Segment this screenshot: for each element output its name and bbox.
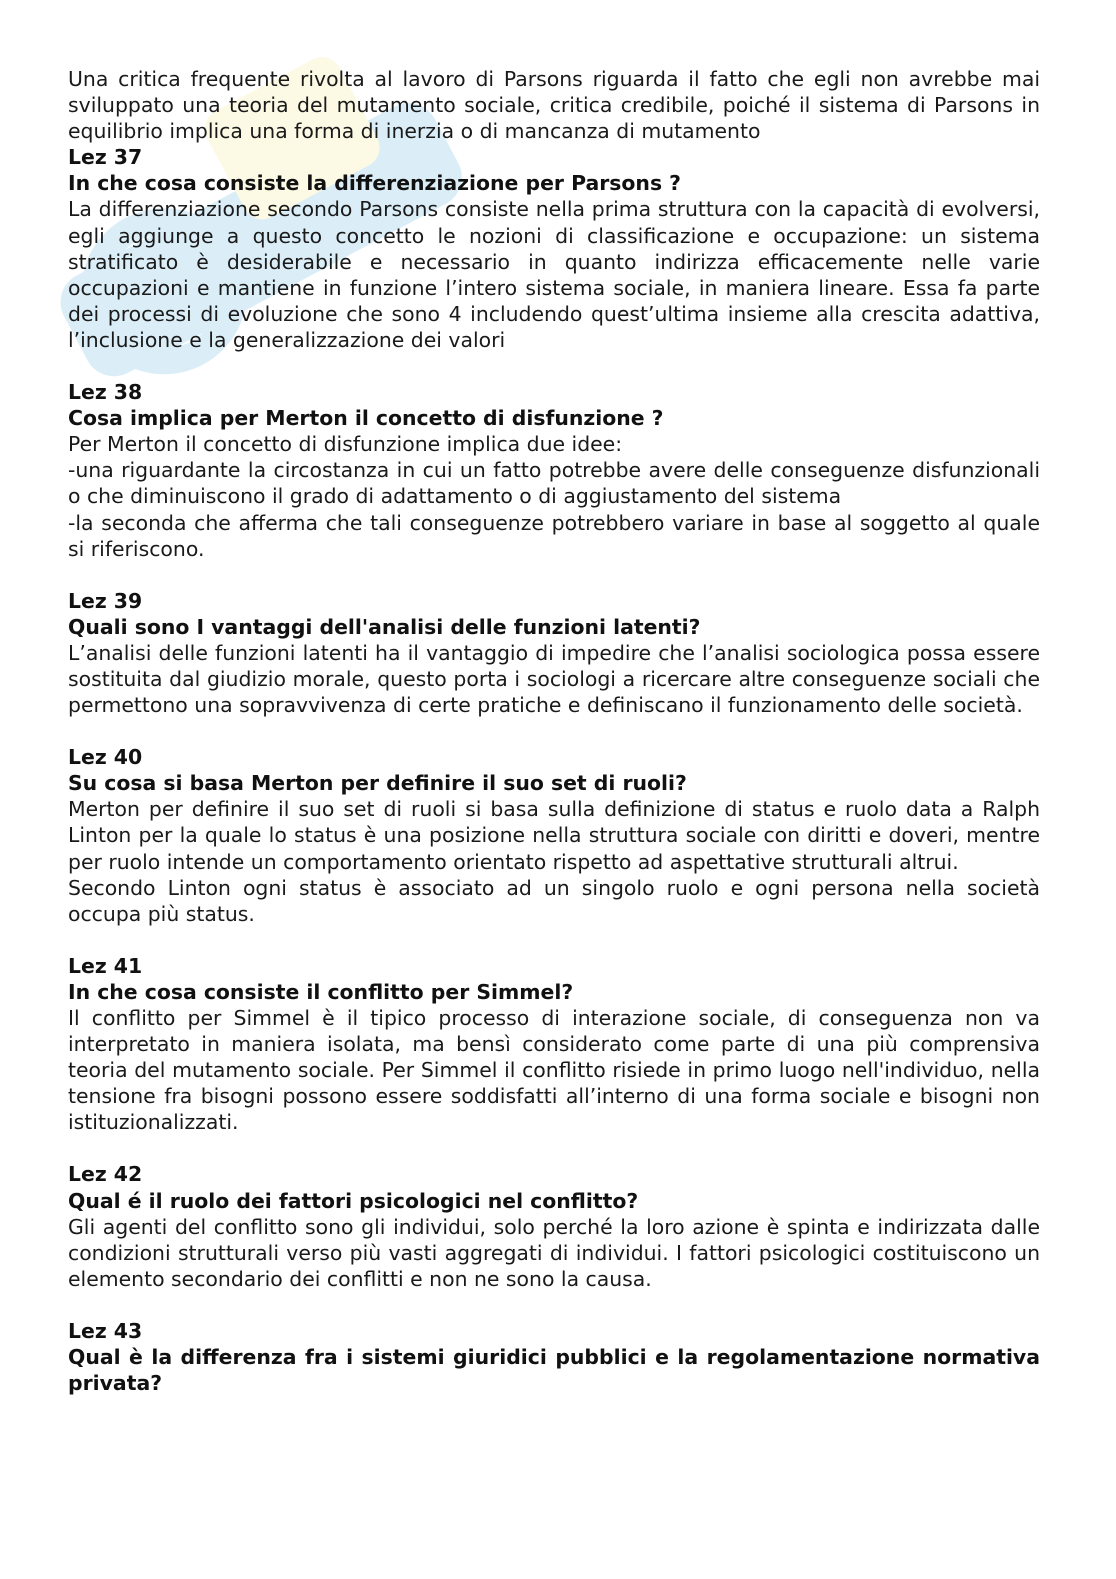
section-lez-42 (68, 1161, 1040, 1291)
question-heading: Qual è la differenza fra i sistemi giuridici pubblici e la regolamentazione normativa privata? (68, 1345, 1040, 1396)
section-lez-40 (68, 744, 1040, 927)
lesson-heading: Lez 42 (68, 1162, 143, 1187)
document-page (68, 66, 1040, 1396)
section-lez-41 (68, 953, 1040, 1136)
lesson-heading: Lez 37 (68, 145, 143, 170)
lesson-heading: Lez 41 (68, 953, 143, 978)
answer-paragraph: La differenziazione secondo Parsons consiste nella prima struttura con la capacità di evolversi, egli aggiunge a questo concetto le nozioni di classificazione e occupazione: un sistema stratificato è desiderabile e necessario in quanto indirizza efficacemente nelle varie occupazioni e mantiene in funzione l’intero sistema sociale, in maniera lineare. Essa fa parte dei processi di evoluzione che sono 4 includendo quest’ultima insieme alla crescita adattiva, l’inclusione e la generalizzazione dei valori (68, 197, 1040, 352)
section-lez-37 (68, 144, 1040, 353)
answer-paragraph: Il conflitto per Simmel è il tipico processo di interazione sociale, di conseguenza non va interpretato in maniera isolata, ma bensì considerato come parte di una più comprensiva teoria del mutamento sociale. Per Simmel il conflitto risiede in primo luogo nell'individuo, nella tensione fra bisogni possono essere soddisfatti all’interno di una forma sociale e bisogni non istituzionalizzati. (68, 1006, 1040, 1135)
question-heading: Quali sono I vantaggi dell'analisi delle funzioni latenti? (68, 614, 701, 639)
question-heading: In che cosa consiste il conflitto per Simmel? (68, 979, 574, 1004)
answer-paragraph: -una riguardante la circostanza in cui un fatto potrebbe avere delle conseguenze disfunzionali o che diminuiscono il grado di adattamento o di aggiustamento del sistema (68, 458, 1040, 509)
answer-paragraph: Per Merton il concetto di disfunzione implica due idee: (68, 432, 623, 457)
lesson-heading: Lez 43 (68, 1318, 143, 1343)
lesson-heading: Lez 39 (68, 588, 143, 613)
answer-paragraph: L’analisi delle funzioni latenti ha il vantaggio di impedire che l’analisi sociologica possa essere sostituita dal giudizio morale, questo porta i sociologi a ricercare altre conseguenze sociali che permettono una sopravvivenza di certe pratiche e definiscano il funzionamento delle società. (68, 640, 1040, 718)
lesson-heading: Lez 38 (68, 380, 143, 405)
answer-paragraph: Gli agenti del conflitto sono gli individui, solo perché la loro azione è spinta e indirizzata dalle condizioni strutturali verso più vasti aggregati di individui. I fattori psicologici costituiscono un elemento secondario dei conflitti e non ne sono la causa. (68, 1214, 1040, 1291)
section-lez-43 (68, 1318, 1040, 1396)
intro-paragraph: Una critica frequente rivolta al lavoro di Parsons riguarda il fatto che egli non avrebbe mai sviluppato una teoria del mutamento sociale, critica credibile, poiché il sistema di Parsons in equilibrio implica una forma di inerzia o di mancanza di mutamento (68, 67, 1040, 144)
section-lez-39 (68, 588, 1040, 718)
lesson-heading: Lez 40 (68, 745, 143, 770)
question-heading: Qual é il ruolo dei fattori psicologici nel conflitto? (68, 1188, 639, 1213)
question-heading: Su cosa si basa Merton per definire il suo set di ruoli? (68, 771, 687, 796)
question-heading: In che cosa consiste la differenziazione per Parsons ? (68, 171, 682, 196)
section-lez-38 (68, 379, 1040, 562)
answer-paragraph: -la seconda che afferma che tali conseguenze potrebbero variare in base al soggetto al quale si riferiscono. (68, 510, 1040, 561)
answer-paragraph: Secondo Linton ogni status è associato ad un singolo ruolo e ogni persona nella società occupa più status. (68, 875, 1040, 926)
answer-paragraph: Merton per definire il suo set di ruoli si basa sulla definizione di status e ruolo data a Ralph Linton per la quale lo status è una posizione nella struttura sociale con diritti e doveri, mentre per ruolo intende un comportamento orientato rispetto ad aspettative strutturali altrui. (68, 797, 1040, 874)
question-heading: Cosa implica per Merton il concetto di disfunzione ? (68, 406, 664, 431)
